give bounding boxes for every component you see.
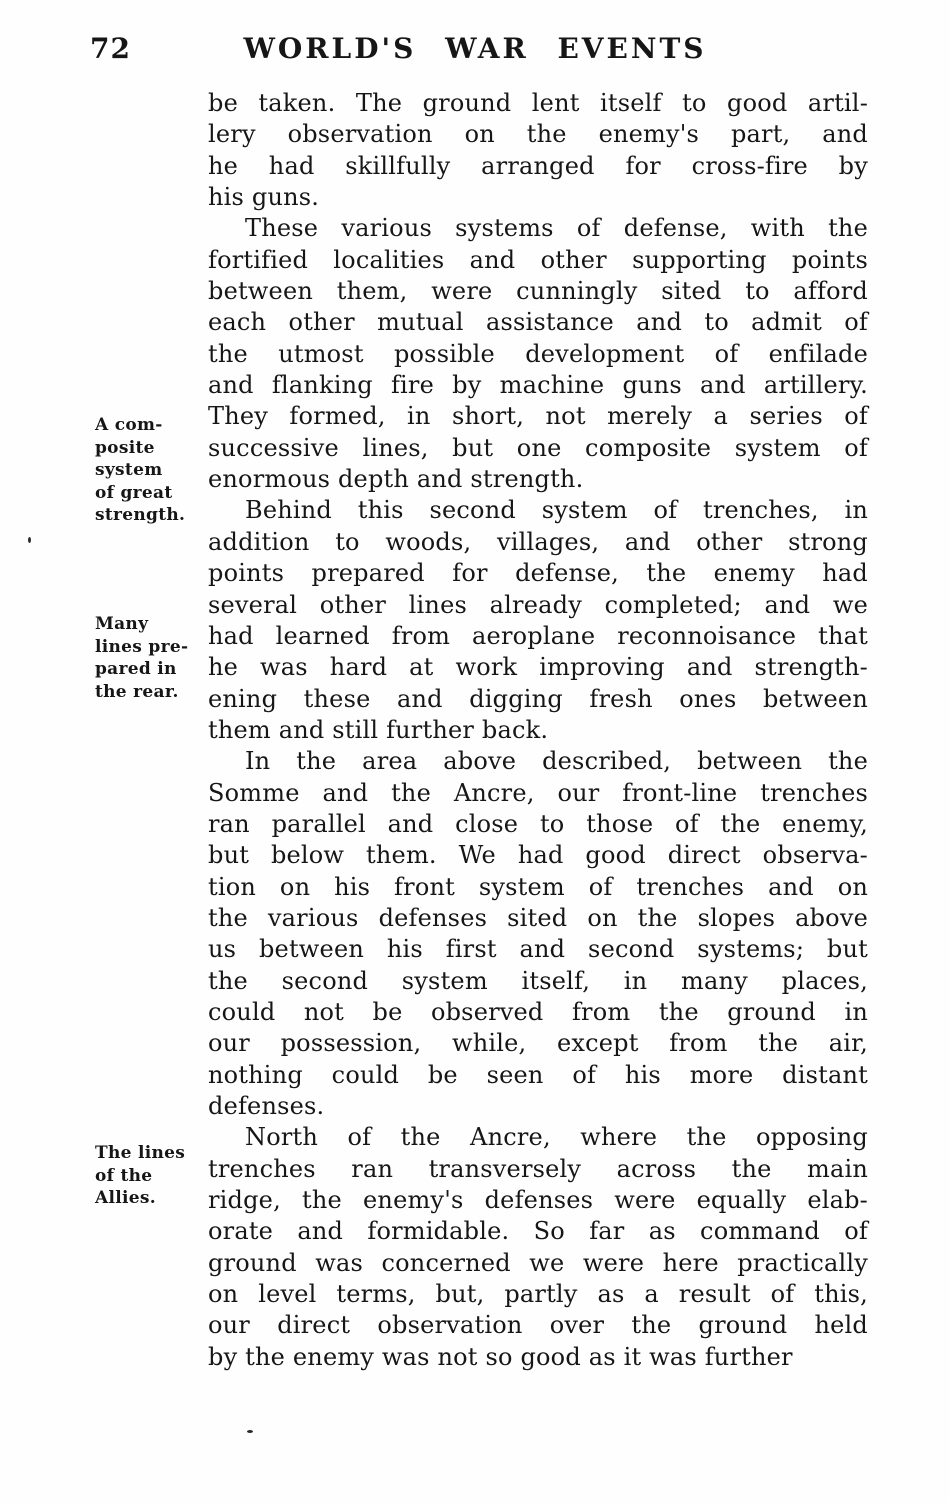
text-line: ran parallel and close to those of the enemy, — [208, 809, 868, 838]
text-line: ening these and digging fresh ones between — [208, 684, 868, 713]
margin-note-line: of great — [95, 482, 173, 503]
margin-note-line: A com- — [95, 415, 163, 435]
text-line: and flanking fire by machine guns and artillery. — [208, 371, 868, 400]
ink-speck — [247, 1430, 253, 1433]
margin-note — [95, 414, 215, 527]
text-line: North of the Ancre, where the opposing — [245, 1123, 868, 1152]
margin-note-line: Many — [95, 614, 149, 634]
margin-note-line: of the — [95, 1165, 153, 1186]
page-header — [0, 32, 950, 68]
text-line: These various systems of defense, with the — [245, 214, 868, 243]
paragraph — [208, 495, 868, 746]
text-line: several other lines already completed; and we — [208, 590, 868, 619]
text-line: between them, were cunningly sited to afford — [208, 277, 868, 306]
margin-note-line: the rear. — [95, 681, 179, 702]
text-line: the various defenses sited on the slopes above — [208, 903, 868, 932]
text-line: fortified localities and other supporting points — [208, 245, 868, 274]
margin-note-line: lines pre- — [95, 636, 189, 657]
text-line: trenches ran transversely across the main — [208, 1154, 868, 1183]
text-line: ground was concerned we were here practically — [208, 1248, 868, 1277]
text-line: ridge, the enemy's defenses were equally elab- — [208, 1186, 868, 1215]
text-line: successive lines, but one composite system of — [208, 433, 868, 462]
text-line: Somme and the Ancre, our front-line trenches — [208, 778, 868, 807]
margin-note-line: Allies. — [95, 1188, 156, 1208]
text-line: the second system itself, in many places, — [208, 966, 868, 995]
text-line: each other mutual assistance and to admit of — [208, 308, 868, 337]
margin-note-line: strength. — [95, 505, 186, 525]
text-line: but below them. We had good direct observa- — [208, 841, 868, 870]
body-text-column — [208, 88, 868, 1373]
text-line: In the area above described, between the — [245, 747, 868, 776]
text-line: They formed, in short, not merely a series of — [208, 402, 868, 431]
ink-speck — [28, 537, 31, 543]
text-line: lery observation on the enemy's part, and — [208, 120, 868, 149]
paragraph — [208, 213, 868, 495]
text-line: could not be observed from the ground in — [208, 997, 868, 1026]
margin-note — [95, 1142, 215, 1210]
text-line: his guns. — [208, 183, 320, 212]
text-line: enormous depth and strength. — [208, 465, 584, 494]
text-line: addition to woods, villages, and other strong — [208, 527, 868, 556]
text-line: tion on his front system of trenches and on — [208, 872, 868, 901]
text-line: points prepared for defense, the enemy had — [208, 559, 868, 588]
text-line: us between his first and second systems; but — [208, 935, 868, 964]
text-line: had learned from aeroplane reconnoisance that — [208, 621, 868, 650]
running-title: WORLD'S WAR EVENTS — [243, 32, 707, 65]
text-line: nothing could be seen of his more distant — [208, 1060, 868, 1089]
page-number: 72 — [90, 32, 131, 65]
text-line: Behind this second system of trenches, in — [245, 496, 868, 525]
paragraph — [208, 1122, 868, 1373]
margin-note-line: system — [95, 460, 163, 480]
margin-note-line: The lines — [95, 1143, 186, 1163]
text-line: our direct observation over the ground held — [208, 1311, 868, 1340]
text-line: by the enemy was not so good as it was further — [208, 1342, 793, 1371]
text-line: defenses. — [208, 1092, 325, 1120]
text-line: our possession, while, except from the air, — [208, 1029, 868, 1058]
margin-note — [95, 613, 215, 703]
text-line: the utmost possible development of enfilade — [208, 339, 868, 368]
text-line: on level terms, but, partly as a result of this, — [208, 1280, 868, 1309]
margin-note-line: pared in — [95, 659, 177, 679]
text-line: be taken. The ground lent itself to good artil- — [208, 89, 868, 117]
text-line: he had skillfully arranged for cross-fire by — [208, 151, 868, 180]
margin-note-line: posite — [95, 437, 155, 458]
text-line: them and still further back. — [208, 715, 549, 744]
text-line: orate and formidable. So far as command of — [208, 1217, 868, 1246]
paragraph — [208, 746, 868, 1122]
text-line: he was hard at work improving and strength- — [208, 653, 868, 682]
paragraph — [208, 88, 868, 213]
